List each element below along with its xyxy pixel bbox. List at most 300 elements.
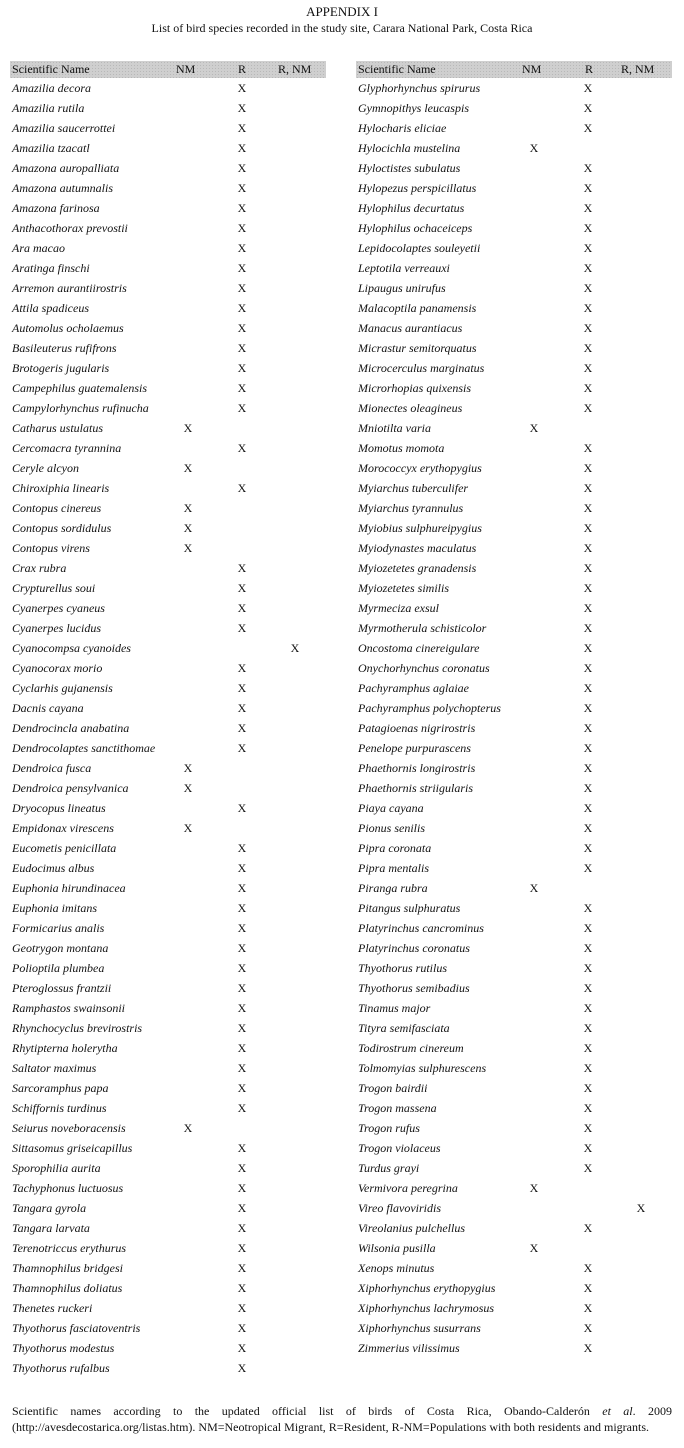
- table-row: [10, 938, 326, 958]
- table-row: [356, 738, 672, 758]
- table-row: [356, 118, 672, 138]
- table-row: [10, 218, 326, 238]
- species-name: Tinamus major: [358, 1001, 431, 1015]
- table-row: [356, 1178, 672, 1198]
- table-row: [356, 1018, 672, 1038]
- r-mark: X: [237, 1061, 247, 1075]
- table-row: [356, 1158, 672, 1178]
- species-name: Sarcoramphus papa: [12, 1081, 109, 1095]
- species-name: Brotogeris jugularis: [12, 361, 110, 375]
- species-name: Myrmotherula schisticolor: [358, 621, 487, 635]
- r-mark: X: [237, 581, 247, 595]
- footnote-text-continued: . 2009 (http://avesdecostarica.org/listas.htm). NM=Neotropical Migrant, R=Resident, R-NM=Populations with both residents and migrants.: [12, 1404, 673, 1434]
- table-body: [10, 78, 326, 1378]
- r-mark: X: [583, 361, 593, 375]
- table-row: [10, 118, 326, 138]
- r-mark: X: [237, 941, 247, 955]
- species-name: Crypturellus soui: [12, 581, 96, 595]
- r-mark: X: [237, 1141, 247, 1155]
- species-name: Euphonia hirundinacea: [12, 881, 126, 895]
- r-mark: X: [237, 1101, 247, 1115]
- species-name: Eucometis penicillata: [12, 841, 117, 855]
- r-mark: X: [583, 321, 593, 335]
- species-name: Rhynchocyclus brevirostris: [12, 1021, 143, 1035]
- species-name: Thenetes ruckeri: [12, 1301, 93, 1315]
- table-row: [356, 1058, 672, 1078]
- species-name: Catharus ustulatus: [12, 421, 104, 435]
- appendix-subtitle: List of bird species recorded in the study site, Carara National Park, Costa Rica: [151, 21, 533, 35]
- species-name: Turdus grayi: [358, 1161, 420, 1175]
- table-row: [356, 678, 672, 698]
- species-name: Dendroica fusca: [12, 761, 92, 775]
- species-name: Contopus virens: [12, 541, 90, 555]
- r-mark: X: [583, 181, 593, 195]
- r-mark: X: [237, 241, 247, 255]
- r-mark: X: [583, 461, 593, 475]
- species-name: Cercomacra tyrannina: [12, 441, 122, 455]
- table-row: [356, 238, 672, 258]
- species-name: Eudocimus albus: [12, 861, 95, 875]
- table-row: [10, 958, 326, 978]
- nm-mark: X: [529, 141, 539, 155]
- table-row: [356, 1138, 672, 1158]
- r-mark: X: [583, 681, 593, 695]
- table-row: [10, 1158, 326, 1178]
- species-name: Ramphastos swainsonii: [12, 1001, 126, 1015]
- r-mark: X: [237, 681, 247, 695]
- table-row: [10, 1178, 326, 1198]
- table-row: [356, 278, 672, 298]
- r-mark: X: [583, 1341, 593, 1355]
- footnote-etal: et al: [602, 1404, 633, 1418]
- r-mark: X: [583, 561, 593, 575]
- r-mark: X: [583, 781, 593, 795]
- species-name: Cyclarhis gujanensis: [12, 681, 113, 695]
- r-mark: X: [237, 401, 247, 415]
- r-mark: X: [237, 1201, 247, 1215]
- species-name: Hylophilus decurtatus: [358, 201, 465, 215]
- r-mark: X: [583, 961, 593, 975]
- table-row: [356, 378, 672, 398]
- r-mark: X: [237, 101, 247, 115]
- r-mark: X: [237, 1181, 247, 1195]
- species-name: Zimmerius vilissimus: [358, 1341, 460, 1355]
- r-mark: X: [583, 1221, 593, 1235]
- species-name: Automolus ocholaemus: [12, 321, 124, 335]
- species-table-right: [356, 61, 672, 1358]
- r-mark: X: [583, 341, 593, 355]
- species-name: Campylorhynchus rufinucha: [12, 401, 149, 415]
- table-row: [10, 138, 326, 158]
- r-mark: X: [583, 481, 593, 495]
- species-name: Trogon massena: [358, 1101, 437, 1115]
- table-row: [10, 178, 326, 198]
- species-name: Tangara gyrola: [12, 1201, 87, 1215]
- table-row: [356, 258, 672, 278]
- table-row: [10, 1298, 326, 1318]
- species-name: Mniotilta varia: [358, 421, 431, 435]
- species-name: Amazilia rutila: [12, 101, 85, 115]
- r-mark: X: [237, 701, 247, 715]
- table-row: [10, 1058, 326, 1078]
- r-mark: X: [237, 661, 247, 675]
- table-row: [356, 598, 672, 618]
- species-name: Microrhopias quixensis: [358, 381, 471, 395]
- species-name: Cyanocorax morio: [12, 661, 103, 675]
- r-mark: X: [237, 721, 247, 735]
- table-row: [356, 758, 672, 778]
- r-mark: X: [583, 1301, 593, 1315]
- table-row: [356, 718, 672, 738]
- species-name: Penelope purpurascens: [358, 741, 471, 755]
- r-mark: X: [583, 541, 593, 555]
- r-mark: X: [583, 1141, 593, 1155]
- species-name: Myiobius sulphureipygius: [358, 521, 482, 535]
- r-mark: X: [583, 921, 593, 935]
- table-row: [10, 558, 326, 578]
- r-mark: X: [237, 341, 247, 355]
- table-row: [10, 1098, 326, 1118]
- r-mark: X: [237, 261, 247, 275]
- r-mark: X: [237, 901, 247, 915]
- species-name: Attila spadiceus: [12, 301, 89, 315]
- r-mark: X: [237, 861, 247, 875]
- table-row: [356, 558, 672, 578]
- species-name: Pitangus sulphuratus: [358, 901, 461, 915]
- species-name: Rhytipterna holerytha: [12, 1041, 118, 1055]
- header-nm: NM: [522, 62, 542, 76]
- r-mark: X: [237, 961, 247, 975]
- table-row: [10, 1018, 326, 1038]
- table-row: [10, 158, 326, 178]
- species-name: Sittasomus griseicapillus: [12, 1141, 133, 1155]
- r-mark: X: [583, 941, 593, 955]
- species-name: Phaethornis longirostris: [358, 761, 476, 775]
- species-name: Euphonia imitans: [12, 901, 98, 915]
- species-name: Piranga rubra: [358, 881, 428, 895]
- species-name: Thyothorus fasciatoventris: [12, 1321, 141, 1335]
- species-name: Amazona farinosa: [12, 201, 100, 215]
- table-row: [10, 878, 326, 898]
- table-row: [10, 378, 326, 398]
- species-name: Pteroglossus frantzii: [12, 981, 112, 995]
- species-name: Basileuterus rufifrons: [12, 341, 117, 355]
- species-name: Phaethornis striigularis: [358, 781, 474, 795]
- r-mark: X: [237, 321, 247, 335]
- r-mark: X: [583, 241, 593, 255]
- species-name: Pachyramphus aglaiae: [358, 681, 469, 695]
- nm-mark: X: [183, 821, 193, 835]
- table-row: [356, 1078, 672, 1098]
- nm-mark: X: [529, 1181, 539, 1195]
- species-name: Amazona auropalliata: [12, 161, 120, 175]
- species-name: Thamnophilus doliatus: [12, 1281, 123, 1295]
- r-mark: X: [237, 1161, 247, 1175]
- r-mark: X: [583, 101, 593, 115]
- species-name: Cyanerpes cyaneus: [12, 601, 105, 615]
- table-row: [10, 1198, 326, 1218]
- species-name: Thyothorus rutilus: [358, 961, 448, 975]
- species-name: Contopus cinereus: [12, 501, 102, 515]
- species-name: Oncostoma cinereigulare: [358, 641, 480, 655]
- species-name: Mionectes oleagineus: [358, 401, 463, 415]
- species-name: Amazilia tzacatl: [12, 141, 90, 155]
- r-mark: X: [237, 1321, 247, 1335]
- species-name: Todirostrum cinereum: [358, 1041, 464, 1055]
- nm-mark: X: [529, 1241, 539, 1255]
- r-mark: X: [583, 301, 593, 315]
- table-row: [10, 598, 326, 618]
- table-row: [10, 238, 326, 258]
- table-row: [10, 418, 326, 438]
- table-row: [10, 1318, 326, 1338]
- table-row: [356, 1278, 672, 1298]
- r-mark: X: [237, 621, 247, 635]
- nm-mark: X: [183, 541, 193, 555]
- table-row: [10, 1118, 326, 1138]
- species-name: Patagioenas nigrirostris: [358, 721, 476, 735]
- species-name: Sporophilia aurita: [12, 1161, 101, 1175]
- table-row: [10, 718, 326, 738]
- table-row: [356, 658, 672, 678]
- r-mark: X: [237, 1361, 247, 1375]
- species-name: Xiphorhynchus lachrymosus: [358, 1301, 495, 1315]
- r-mark: X: [237, 1261, 247, 1275]
- table-row: [10, 518, 326, 538]
- species-name: Tityra semifasciata: [358, 1021, 450, 1035]
- table-row: [356, 338, 672, 358]
- r-mark: X: [583, 901, 593, 915]
- table-row: [10, 458, 326, 478]
- species-name: Xiphorhynchus susurrans: [358, 1321, 481, 1335]
- r-mark: X: [583, 261, 593, 275]
- table-row: [10, 858, 326, 878]
- table-row: [356, 778, 672, 798]
- header-r-nm: R, NM: [621, 62, 655, 76]
- footnote-text: Scientific names according to the updated official list of birds of Costa Rica, Obando-Calderón: [12, 1404, 603, 1418]
- table-row: [356, 838, 672, 858]
- species-name: Gymnopithys leucaspis: [358, 101, 469, 115]
- table-row: [10, 1238, 326, 1258]
- r-mark: X: [583, 701, 593, 715]
- table-row: [10, 838, 326, 858]
- species-name: Amazilia saucerrottei: [12, 121, 116, 135]
- r-mark: X: [237, 1001, 247, 1015]
- r-mark: X: [583, 1121, 593, 1135]
- species-name: Trogon bairdii: [358, 1081, 428, 1095]
- r-mark: X: [583, 441, 593, 455]
- table-row: [356, 198, 672, 218]
- r-mark: X: [237, 441, 247, 455]
- table-row: [356, 638, 672, 658]
- table-row: [356, 1118, 672, 1138]
- table-row: [10, 1258, 326, 1278]
- table-row: [10, 778, 326, 798]
- r-mark: X: [583, 1101, 593, 1115]
- species-table-left: [10, 61, 326, 1378]
- r-mark: X: [237, 561, 247, 575]
- r-mark: X: [583, 841, 593, 855]
- r-mark: X: [583, 741, 593, 755]
- table-row: [356, 1258, 672, 1278]
- r-mark: X: [583, 861, 593, 875]
- species-name: Leptotila verreauxi: [358, 261, 450, 275]
- table-row: [10, 978, 326, 998]
- species-name: Campephilus guatemalensis: [12, 381, 147, 395]
- species-name: Geotrygon montana: [12, 941, 109, 955]
- header-scientific-name: Scientific Name: [358, 62, 436, 76]
- r-mark: X: [583, 81, 593, 95]
- r-mark: X: [237, 121, 247, 135]
- table-row: [10, 898, 326, 918]
- table-row: [356, 78, 672, 98]
- r-mark: X: [237, 281, 247, 295]
- table-row: [10, 578, 326, 598]
- species-name: Crax rubra: [12, 561, 67, 575]
- table-row: [356, 858, 672, 878]
- species-name: Tangara larvata: [12, 1221, 90, 1235]
- r-mark: X: [583, 401, 593, 415]
- species-name: Momotus momota: [358, 441, 445, 455]
- species-name: Malacoptila panamensis: [358, 301, 477, 315]
- r-mark: X: [583, 601, 593, 615]
- r-mark: X: [237, 301, 247, 315]
- species-name: Myrmeciza exsul: [358, 601, 439, 615]
- r-mark: X: [583, 281, 593, 295]
- table-row: [356, 418, 672, 438]
- r-mark: X: [583, 381, 593, 395]
- species-name: Thamnophilus bridgesi: [12, 1261, 124, 1275]
- species-name: Saltator maximus: [12, 1061, 97, 1075]
- species-name: Xenops minutus: [358, 1261, 435, 1275]
- r-mark: X: [237, 1301, 247, 1315]
- nm-mark: X: [183, 421, 193, 435]
- table-row: [10, 78, 326, 98]
- r-mark: X: [237, 141, 247, 155]
- table-row: [10, 798, 326, 818]
- nm-mark: X: [183, 521, 193, 535]
- table-row: [356, 918, 672, 938]
- species-name: Arremon aurantiirostris: [12, 281, 127, 295]
- r-mark: X: [237, 481, 247, 495]
- table-row: [356, 1038, 672, 1058]
- species-name: Empidonax virescens: [12, 821, 114, 835]
- species-name: Myiodynastes maculatus: [358, 541, 477, 555]
- r-mark: X: [583, 1001, 593, 1015]
- table-body: [356, 78, 672, 1358]
- table-row: [10, 1218, 326, 1238]
- table-row: [356, 218, 672, 238]
- species-name: Trogon rufus: [358, 1121, 420, 1135]
- header-nm: NM: [176, 62, 196, 76]
- r-nm-mark: X: [290, 641, 300, 655]
- species-name: Vermivora peregrina: [358, 1181, 458, 1195]
- species-name: Anthacothorax prevostii: [12, 221, 128, 235]
- species-name: Microcerculus marginatus: [358, 361, 485, 375]
- table-row: [10, 298, 326, 318]
- table-row: [356, 458, 672, 478]
- r-mark: X: [237, 1281, 247, 1295]
- species-name: Pipra mentalis: [358, 861, 429, 875]
- r-mark: X: [583, 1281, 593, 1295]
- table-row: [356, 518, 672, 538]
- species-name: Seiurus noveboracensis: [12, 1121, 126, 1135]
- species-name: Morococcyx erythopygius: [358, 461, 482, 475]
- nm-mark: X: [183, 461, 193, 475]
- table-row: [356, 298, 672, 318]
- table-row: [10, 1038, 326, 1058]
- nm-mark: X: [529, 881, 539, 895]
- table-row: [356, 398, 672, 418]
- r-mark: X: [237, 981, 247, 995]
- table-row: [10, 258, 326, 278]
- table-row: [356, 1298, 672, 1318]
- r-mark: X: [583, 721, 593, 735]
- r-mark: X: [583, 1021, 593, 1035]
- species-name: Ceryle alcyon: [12, 461, 79, 475]
- r-mark: X: [583, 1041, 593, 1055]
- species-name: Myiarchus tyrannulus: [358, 501, 464, 515]
- r-mark: X: [237, 381, 247, 395]
- table-row: [356, 478, 672, 498]
- r-mark: X: [237, 81, 247, 95]
- r-mark: X: [237, 201, 247, 215]
- r-mark: X: [237, 221, 247, 235]
- species-name: Cyanocompsa cyanoides: [12, 641, 131, 655]
- table-row: [356, 1098, 672, 1118]
- table-row: [356, 698, 672, 718]
- species-name: Dendrocincla anabatina: [12, 721, 130, 735]
- table-row: [10, 538, 326, 558]
- table-row: [356, 538, 672, 558]
- table-row: [10, 738, 326, 758]
- r-mark: X: [583, 521, 593, 535]
- table-row: [356, 1198, 672, 1218]
- species-name: Cyanerpes lucidus: [12, 621, 101, 635]
- table-row: [10, 698, 326, 718]
- table-row: [356, 938, 672, 958]
- r-mark: X: [237, 801, 247, 815]
- species-name: Hyloctistes subulatus: [358, 161, 461, 175]
- table-row: [356, 498, 672, 518]
- table-row: [10, 438, 326, 458]
- table-row: [10, 1278, 326, 1298]
- r-mark: X: [583, 981, 593, 995]
- species-name: Wilsonia pusilla: [358, 1241, 436, 1255]
- header-r: R: [238, 62, 247, 76]
- species-name: Pachyramphus polychopterus: [358, 701, 501, 715]
- r-mark: X: [583, 581, 593, 595]
- table-row: [10, 658, 326, 678]
- r-mark: X: [237, 361, 247, 375]
- table-row: [10, 318, 326, 338]
- table-row: [10, 918, 326, 938]
- table-row: [356, 1218, 672, 1238]
- r-mark: X: [583, 161, 593, 175]
- r-mark: X: [583, 501, 593, 515]
- table-row: [356, 158, 672, 178]
- table-row: [356, 978, 672, 998]
- species-name: Piaya cayana: [358, 801, 424, 815]
- r-mark: X: [583, 621, 593, 635]
- table-row: [10, 198, 326, 218]
- table-row: [10, 398, 326, 418]
- nm-mark: X: [183, 1121, 193, 1135]
- species-name: Platyrinchus cancrominus: [358, 921, 484, 935]
- r-mark: X: [583, 821, 593, 835]
- species-name: Myiarchus tuberculifer: [358, 481, 469, 495]
- table-row: [10, 338, 326, 358]
